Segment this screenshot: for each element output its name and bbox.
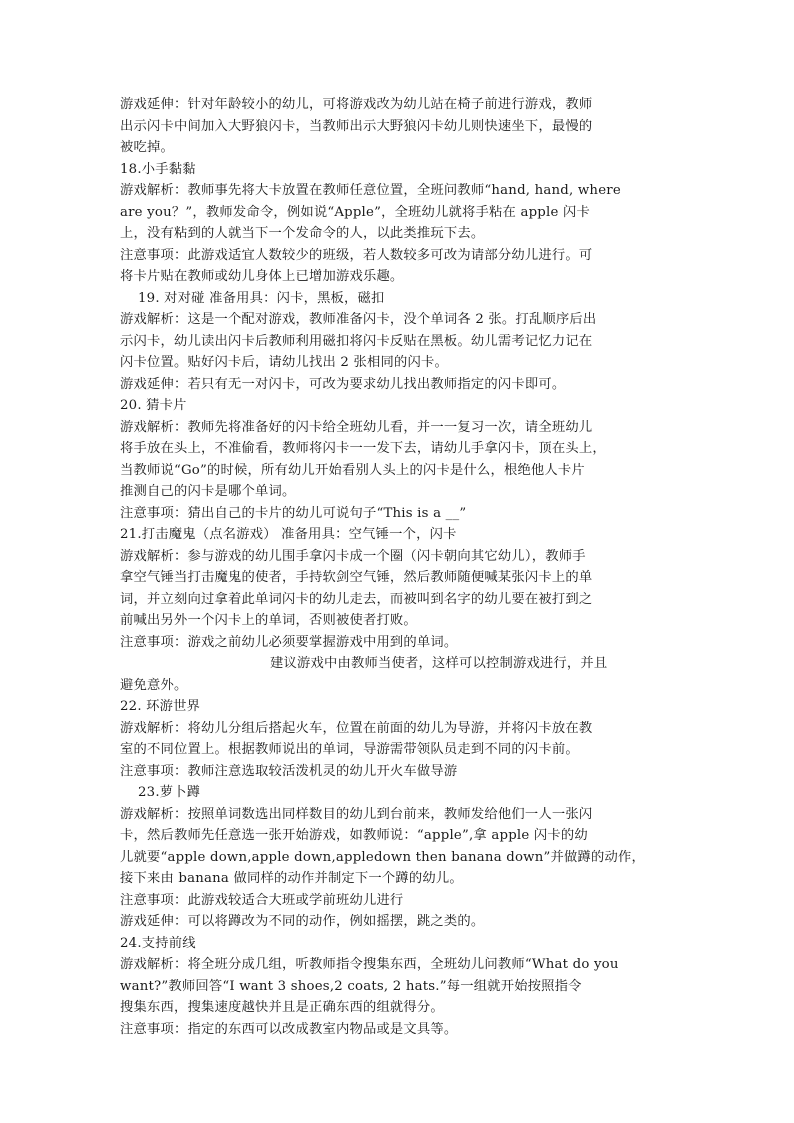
text-line: 当教师说“Go”的时候，所有幼儿开始看别人头上的闪卡是什么，根绝他人卡片 (120, 462, 585, 478)
text-line: are you？”，教师发命令，例如说“Apple”，全班幼儿就将手粘在 apple 闪卡 (120, 204, 590, 220)
text-line: 游戏延伸：可以将蹲改为不同的动作，例如摇摆，跳之类的。 (120, 914, 485, 929)
text-line: 闪卡位置。贴好闪卡后，请幼儿找出 2 张相同的闪卡。 (120, 355, 448, 370)
text-line: 前喊出另外一个闪卡上的单词，否则被使者打败。 (120, 613, 417, 628)
section-heading: 20. 猜卡片 (120, 398, 187, 413)
text-line: 注意事项：此游戏适宜人数较少的班级，若人数较多可改为请部分幼儿进行。可 (120, 247, 593, 263)
text-line: 拿空气锤当打击魔鬼的使者，手持软剑空气锤，然后教师随便喊某张闪卡上的单 (120, 570, 593, 585)
text-line: 注意事项：此游戏较适合大班或学前班幼儿进行 (120, 892, 404, 908)
text-line: 词，并立刻向过拿着此单词闪卡的幼儿走去，而被叫到名字的幼儿要在被打到之 (120, 591, 593, 607)
text-line: 儿就要“apple down,apple down,appledown then banana down”并做蹲的动作， (120, 849, 645, 865)
text-line: 游戏延伸：若只有无一对闪卡，可改为要求幼儿找出教师指定的闪卡即可。 (120, 376, 566, 392)
text-line: 游戏解析：参与游戏的幼儿围手拿闪卡成一个圈（闪卡朝向其它幼儿），教师手 (120, 548, 586, 564)
text-line: 卡，然后教师先任意选一张开始游戏，如教师说：“apple”,拿 apple 闪卡的幼 (120, 828, 588, 843)
text-line: 将卡片贴在教师或幼儿身体上已增加游戏乐趣。 (120, 269, 404, 284)
text-line: 注意事项：猜出自己的卡片的幼儿可说句子“This is a __” (120, 505, 467, 521)
text-line: 游戏解析：将全班分成几组，听教师指令搜集东西，全班幼儿问教师“What do you (120, 957, 619, 972)
section-heading: 23.萝卜蹲 (138, 785, 201, 800)
text-line: 建议游戏中由教师当使者，这样可以控制游戏进行，并且 (270, 656, 608, 671)
text-line: 游戏解析：这是一个配对游戏，教师准备闪卡，没个单词各 2 张。打乱顺序后出 (120, 312, 597, 327)
text-line: 注意事项：教师注意选取较活泼机灵的幼儿开火车做导游 (120, 763, 458, 779)
text-line: 搜集东西，搜集速度越快并且是正确东西的组就得分。 (120, 1000, 444, 1015)
text-line: 将手放在头上，不准偷看，教师将闪卡一一发下去，请幼儿手拿闪卡，顶在头上， (120, 441, 606, 456)
text-line: 上，没有粘到的人就当下一个发命令的人，以此类推玩下去。 (120, 226, 485, 241)
text-line: 游戏延伸：针对年龄较小的幼儿，可将游戏改为幼儿站在椅子前进行游戏，教师 (120, 97, 593, 112)
text-line: 游戏解析：将幼儿分组后搭起火车，位置在前面的幼儿为导游，并将闪卡放在教 (120, 720, 593, 736)
text-line: 游戏解析：教师先将准备好的闪卡给全班幼儿看，并一一复习一次，请全班幼儿 (120, 419, 593, 435)
text-line: 被吃掉。 (120, 140, 174, 155)
text-line: want?”教师回答“I want 3 shoes,2 coats, 2 hats.”每一组就开始按照指令 (120, 978, 582, 994)
text-line: 接下来由 banana 做同样的动作并制定下一个蹲的幼儿。 (120, 871, 463, 886)
section-heading: 22. 环游世界 (120, 699, 201, 714)
document-body (120, 94, 686, 1040)
text-line: 注意事项：游戏之前幼儿必须要掌握游戏中用到的单词。 (120, 634, 458, 650)
section-heading: 24.支持前线 (120, 935, 196, 951)
text-line: 注意事项：指定的东西可以改成教室内物品或是文具等。 (120, 1021, 458, 1037)
text-line: 出示闪卡中间加入大野狼闪卡，当教师出示大野狼闪卡幼儿则快速坐下，最慢的 (120, 118, 593, 134)
text-line: 游戏解析：按照单词数选出同样数目的幼儿到台前来，教师发给他们一人一张闪 (120, 806, 593, 822)
text-line: 推测自己的闪卡是哪个单词。 (120, 484, 296, 499)
text-line: 示闪卡，幼儿读出闪卡后教师利用磁扣将闪卡反贴在黑板。幼儿需考记忆力记在 (120, 333, 593, 349)
text-line: 室的不同位置上。根据教师说出的单词，导游需带领队员走到不同的闪卡前。 (120, 742, 579, 757)
section-heading: 21.打击魔鬼（点名游戏） 准备用具：空气锤一个，闪卡 (120, 527, 457, 542)
text-line: 避免意外。 (120, 677, 188, 693)
text-line: 游戏解析：教师事先将大卡放置在教师任意位置，全班问教师“hand, hand, where (120, 183, 621, 198)
section-heading: 19. 对对碰 准备用具：闪卡，黑板，磁扣 (138, 290, 385, 306)
section-heading: 18.小手黏黏 (120, 161, 196, 177)
